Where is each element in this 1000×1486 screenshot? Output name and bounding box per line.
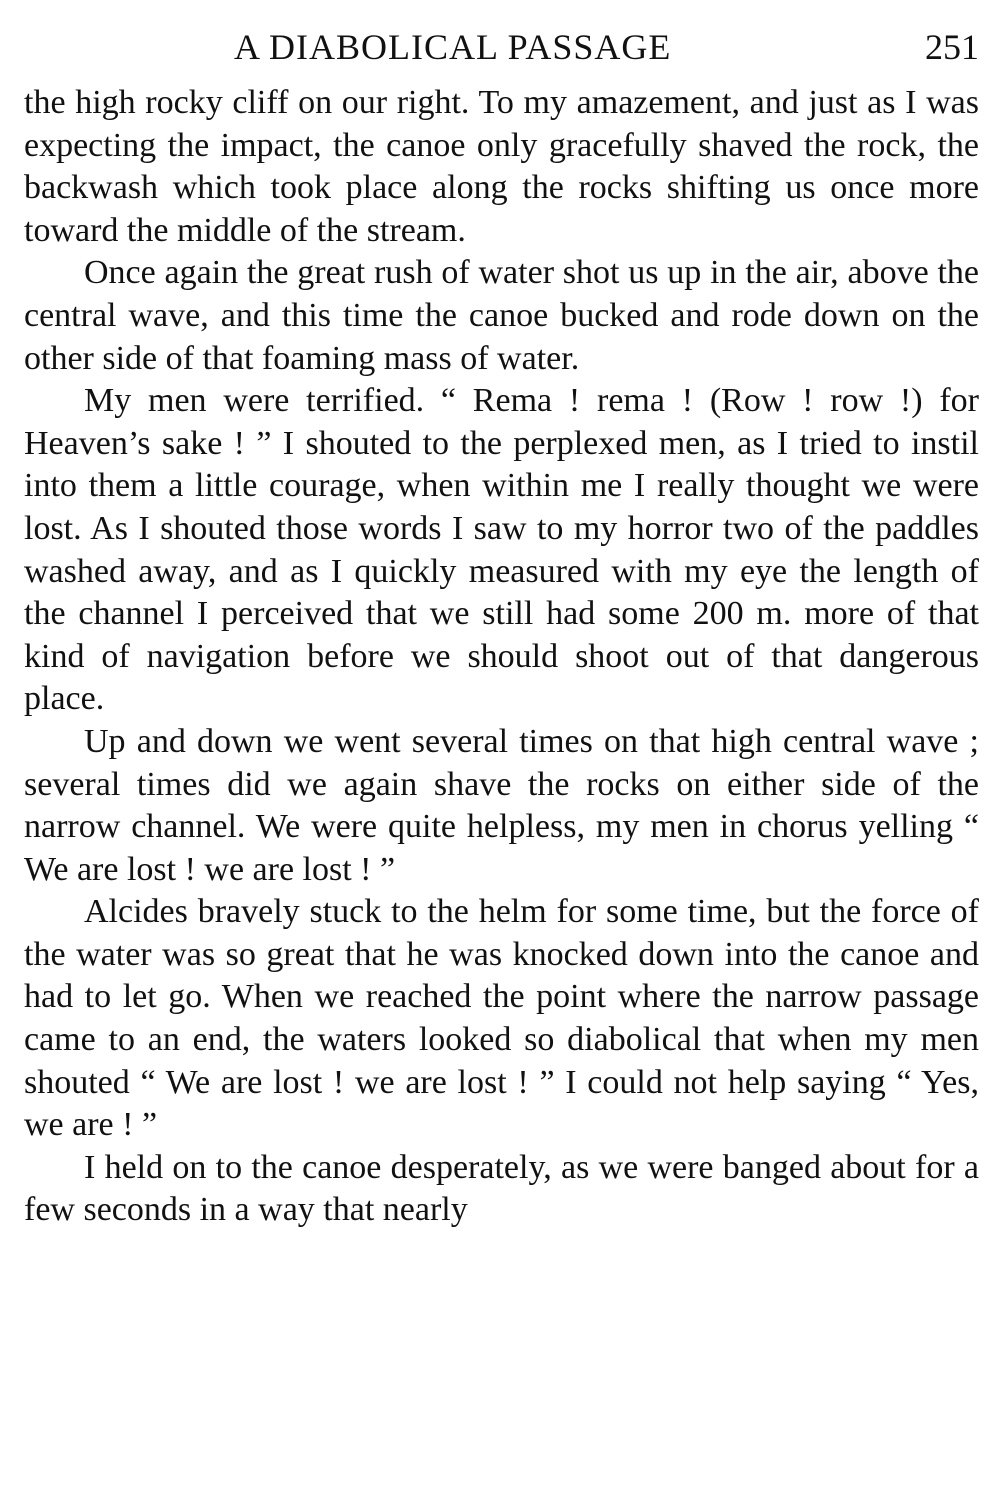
page-header	[24, 20, 979, 82]
paragraph: Once again the great rush of water shot us up in the air, above the central wave, and this time the canoe bucked and rode down on the other side of that foaming mass of water.	[24, 254, 979, 377]
paragraph-continuation: the high rocky cliff on our right. To my amazement, and just as I was expecting the impact, the canoe only gracefully shaved the rock, the backwash which took place along the rocks shifting us once more toward the middle of the stream.	[24, 84, 979, 249]
paragraph: Alcides bravely stuck to the helm for some time, but the force of the water was so great that he was knocked down into the canoe and had to let go. When we reached the point where the narrow passage came to an end, the waters looked so diabolical that when my men shouted “ We are lost ! we are lost ! ” I could not help saying “ Yes, we are ! ”	[24, 893, 979, 1144]
paragraph: Up and down we went several times on that high central wave ; several times did we again shave the rocks on either side of the narrow channel. We were quite helpless, my men in chorus yelling “ We are lost ! we are lost ! ”	[24, 722, 979, 888]
paragraph: I held on to the canoe desperately, as we were banged about for a few seconds in a way that nearly	[24, 1148, 979, 1229]
paragraph: My men were terrified. “ Rema ! rema ! (Row ! row !) for Heaven’s sake ! ” I shouted to the perplexed men, as I tried to instil into them a little courage, when within me I really thought we were lost. As I shouted those words I saw to my horror two of the paddles washed away, and as I quickly measured with my eye the length of the channel I perceived that we still had some 200 m. more of that kind of navigation before we should shoot out of that dangerous place.	[24, 382, 979, 718]
page-number: 251	[925, 27, 979, 67]
book-page	[24, 20, 979, 1232]
body-text	[24, 82, 979, 1232]
running-title: A DIABOLICAL PASSAGE	[234, 27, 672, 67]
